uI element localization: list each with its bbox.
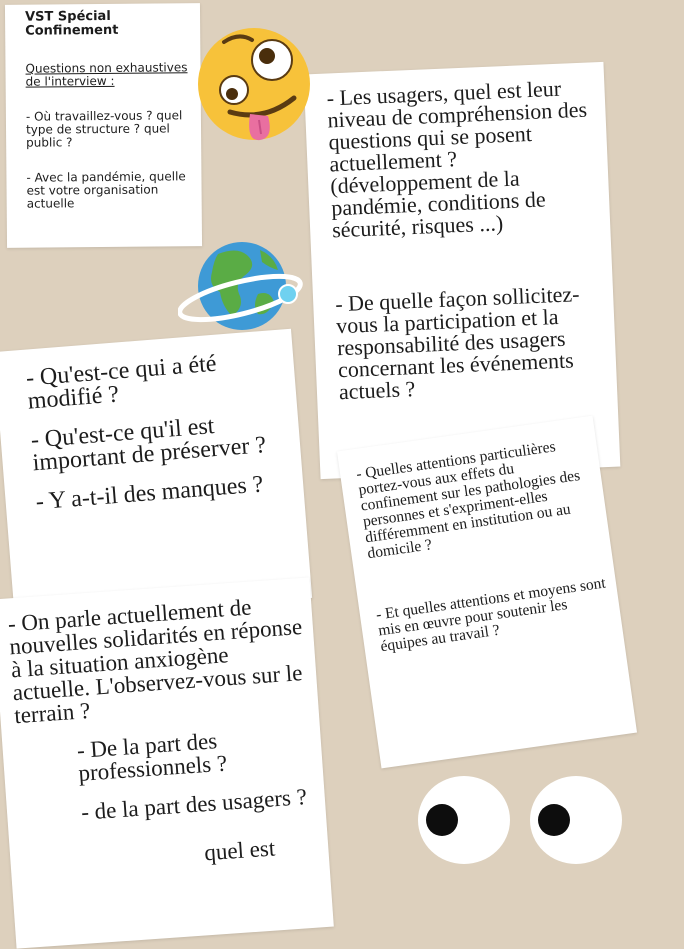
question-text: - Et quelles attentions et moyens sont mis en œuvre pour soutenir les équipes au travail ? [374, 574, 607, 656]
planet-earth-icon [178, 236, 308, 336]
question-text: - Les usagers, quel est leur niveau de compréhension des questions qui se posent actuellement ? (développement de la pandémie, conditions de sécurité, risques ...) [326, 75, 588, 243]
confinement-effects-card [337, 416, 637, 769]
question-text: - Où travaillez-vous ? quel type de structure ? quel public ? [25, 108, 183, 150]
question-text: - Qu'est-ce qu'il est important de préserver ? [29, 413, 267, 477]
question-text: - On parle actuellement de nouvelles solidarités en réponse à la situation anxiogène actuelle. L'observez-vous sur le terrain ? [7, 594, 304, 729]
question-text: - Avec la pandémie, quelle est votre organisation actuelle [26, 169, 186, 211]
changes-card [0, 329, 312, 622]
question-text: - De la part des professionnels ? [76, 728, 228, 786]
question-text: - de la part des usagers ? [80, 784, 308, 825]
question-text: quel est [203, 835, 276, 866]
users-understanding-card [304, 62, 621, 479]
intro-card [5, 3, 202, 248]
googly-eyes-icon [412, 770, 632, 866]
zany-face-icon [194, 24, 314, 144]
question-text: - Y a-t-il des manques ? [34, 471, 265, 516]
card-title: VST Spécial Confinement [24, 8, 119, 39]
question-text: - De quelle façon sollicitez-vous la participation et la responsabilité des usagers concernant les événements actuels ? [334, 281, 580, 405]
solidarity-card [0, 577, 334, 948]
card-subtitle: Questions non exhaustives de l'interview : [25, 60, 188, 89]
question-text: - Quelles attentions particulières portez-vous aux effets du confinement sur les pathologies des personnes et s'expriment-elles différemment en institution ou au domicile ? [355, 438, 582, 563]
question-text: - Qu'est-ce qui a été modifié ? [25, 350, 218, 415]
